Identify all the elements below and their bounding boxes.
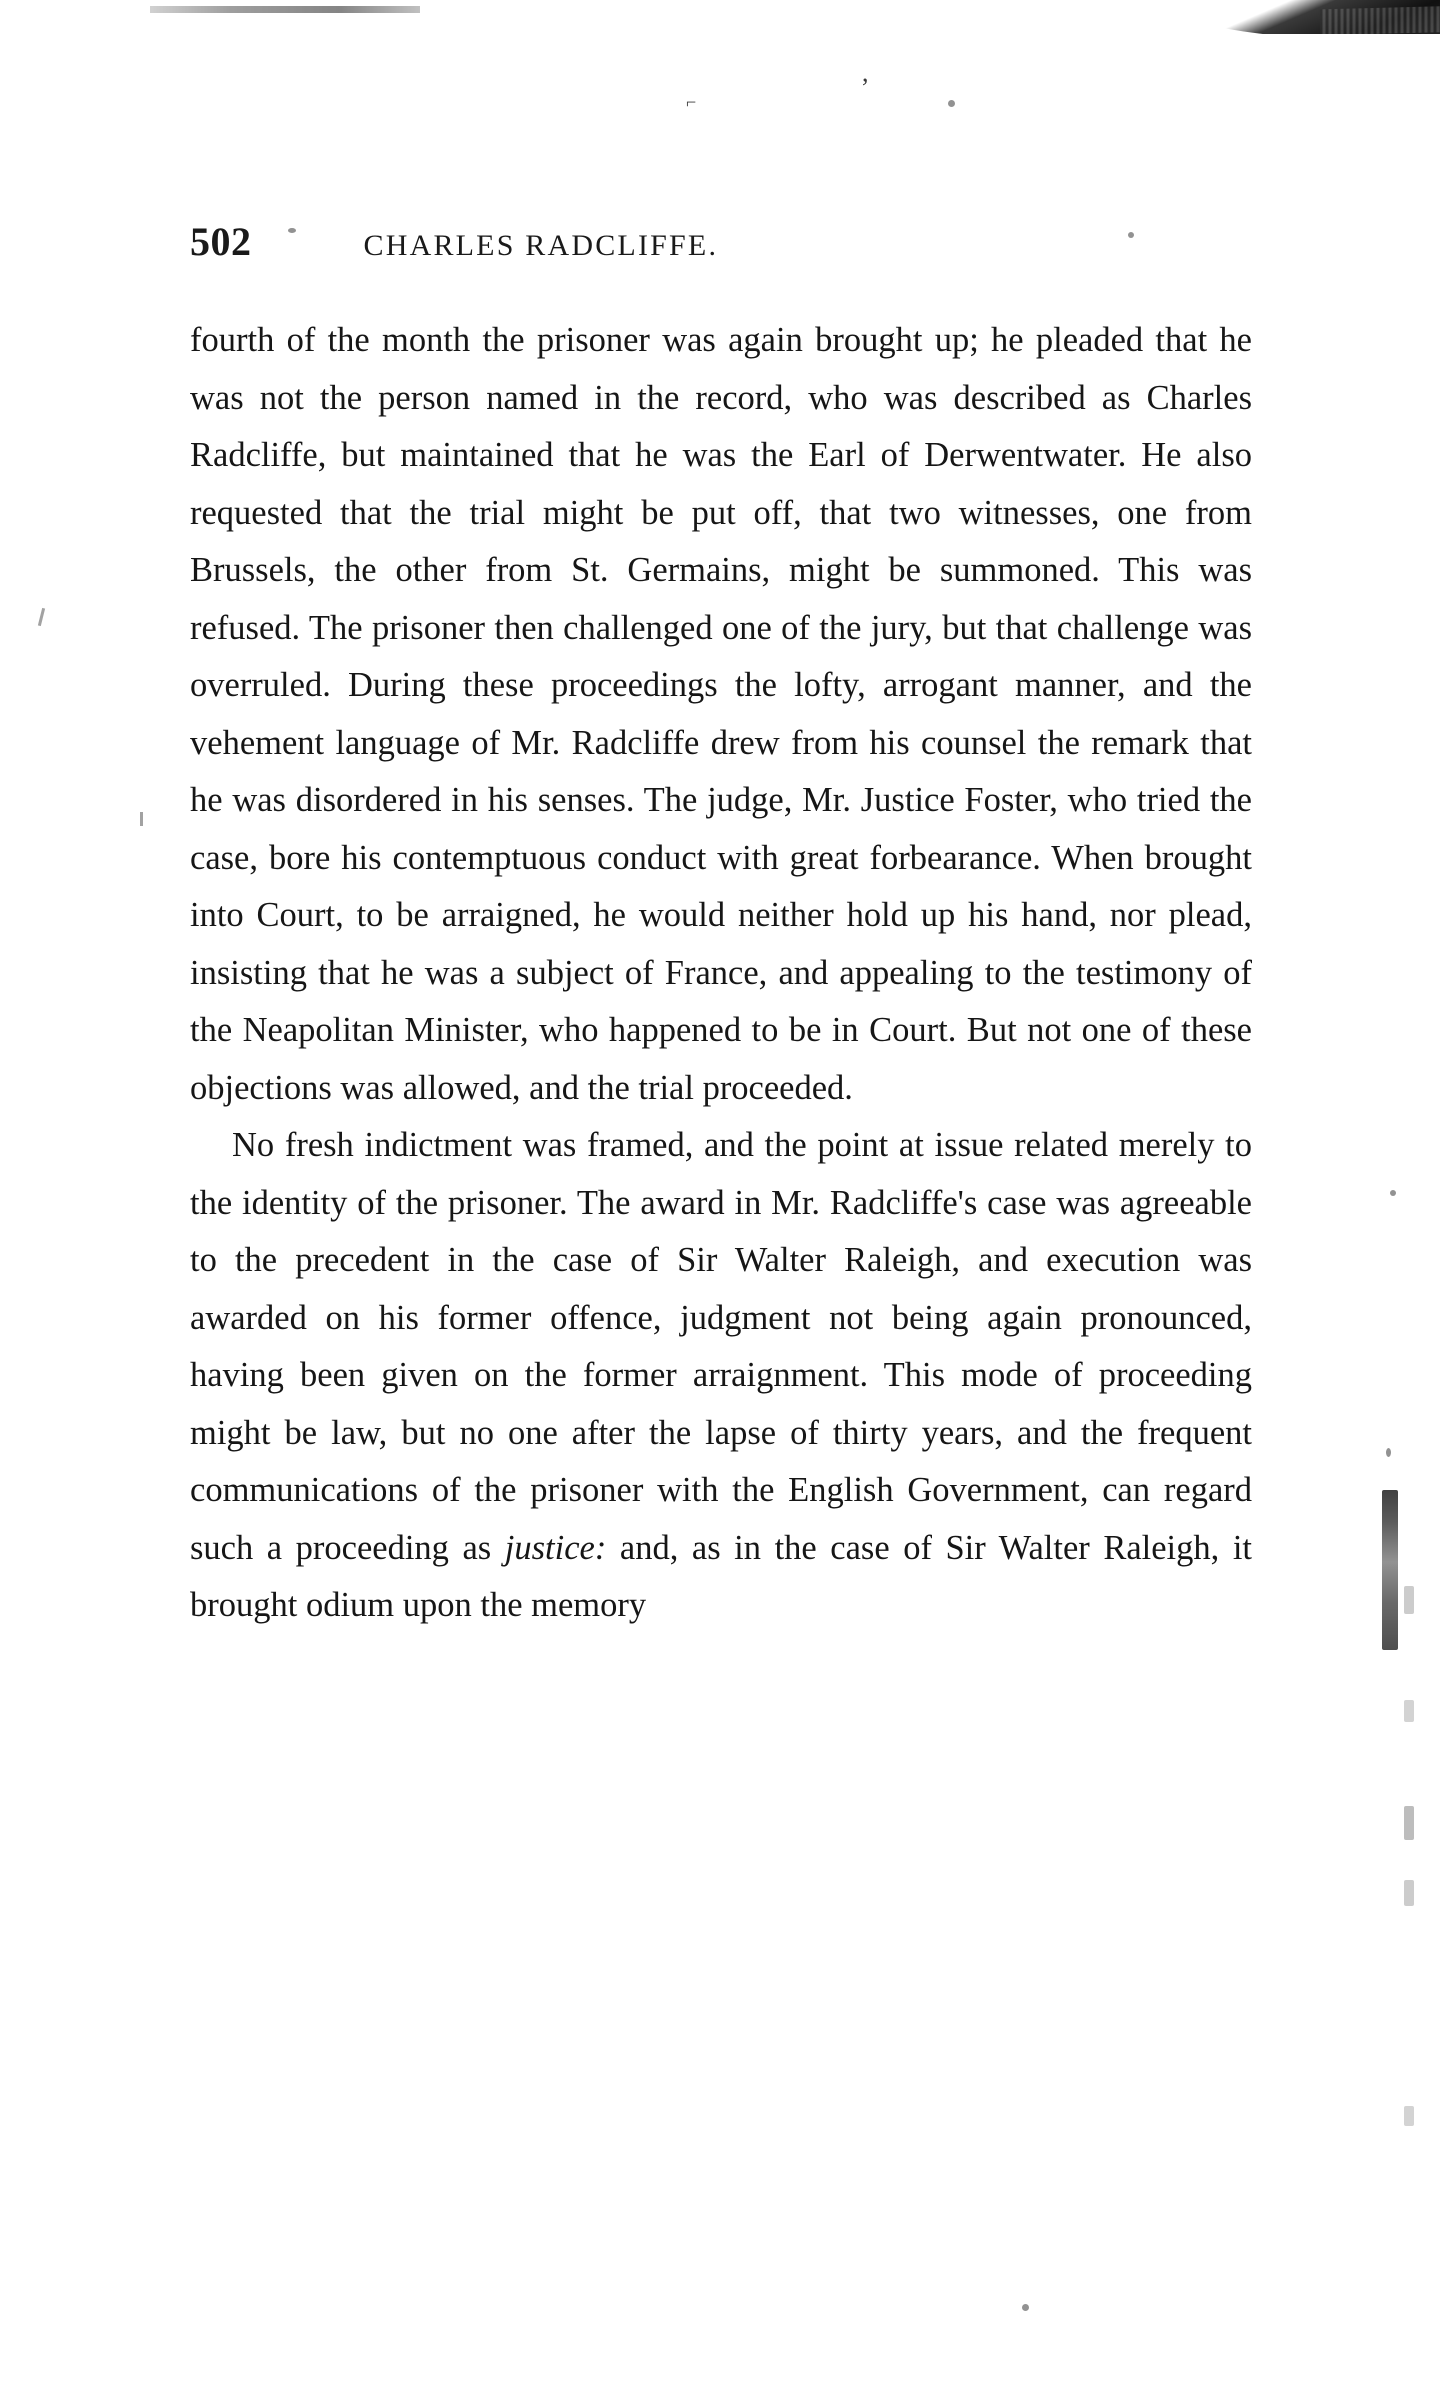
edge-fleck	[1404, 1700, 1414, 1722]
paragraph-2-part-b: and, as in the case of Sir Walter Raleigh, it brought odium upon the memory	[190, 1528, 1252, 1624]
running-head: CHARLES RADCLIFFE.	[363, 229, 719, 262]
page-speck	[1022, 2304, 1029, 2311]
edge-fleck	[1404, 2106, 1414, 2126]
page-header	[190, 218, 1260, 265]
page-body	[190, 312, 1252, 1635]
paragraph-1: fourth of the month the prisoner was again brought up; he pleaded that he was not the person named in the record, who was described as Charles Radcliffe, but maintained that he was the Earl of Derwentwater. He also requested that the trial might be put off, that two witnesses, one from Brussels, the other from St. Germains, might be summoned. This was refused. The prisoner then challenged one of the jury, but that challenge was overruled. During these proceedings the lofty, arrogant manner, and the vehement language of Mr. Radcliffe drew from his counsel the remark that he was disordered in his senses. The judge, Mr. Justice Foster, who tried the case, bore his contemptuous conduct with great forbearance. When brought into Court, to be arraigned, he would neither hold up his hand, nor plead, insisting that he was a subject of France, and appealing to the testimony of the Neapolitan Minister, who happened to be in Court. But not one of these objections was allowed, and the trial proceeded.	[190, 321, 1252, 1107]
edge-smudge	[1382, 1490, 1398, 1650]
paragraph-2-italic: justice:	[504, 1528, 607, 1567]
page-speck	[1390, 1190, 1396, 1196]
scan-edge-artifact	[140, 0, 1440, 34]
page-speck	[1386, 1448, 1391, 1457]
stray-mark-comma: ,	[862, 58, 869, 87]
paragraph-2-part-a: No fresh indictment was framed, and the point at issue related merely to the identity of the prisoner. The award in Mr. Radcliffe's case was agreeable to the precedent in the case of Sir Walter Raleigh, and execution was awarded on his former offence, judgment not being again pronounced, having been given on the former arraignment. This mode of proceeding might be law, but no one after the lapse of thirty years, and the frequent communications of the prisoner with the English Government, can regard such a proceeding as	[190, 1126, 1252, 1567]
edge-fleck	[1404, 1806, 1414, 1840]
stray-mark-tick: ⌐	[686, 92, 697, 112]
edge-fleck	[1404, 1586, 1414, 1614]
page-speck	[948, 100, 955, 107]
edge-fleck	[1404, 1880, 1414, 1906]
page-speck	[140, 812, 143, 826]
paragraph-2	[190, 1117, 1252, 1635]
page-speck	[38, 608, 45, 626]
page-number: 502	[190, 219, 252, 264]
